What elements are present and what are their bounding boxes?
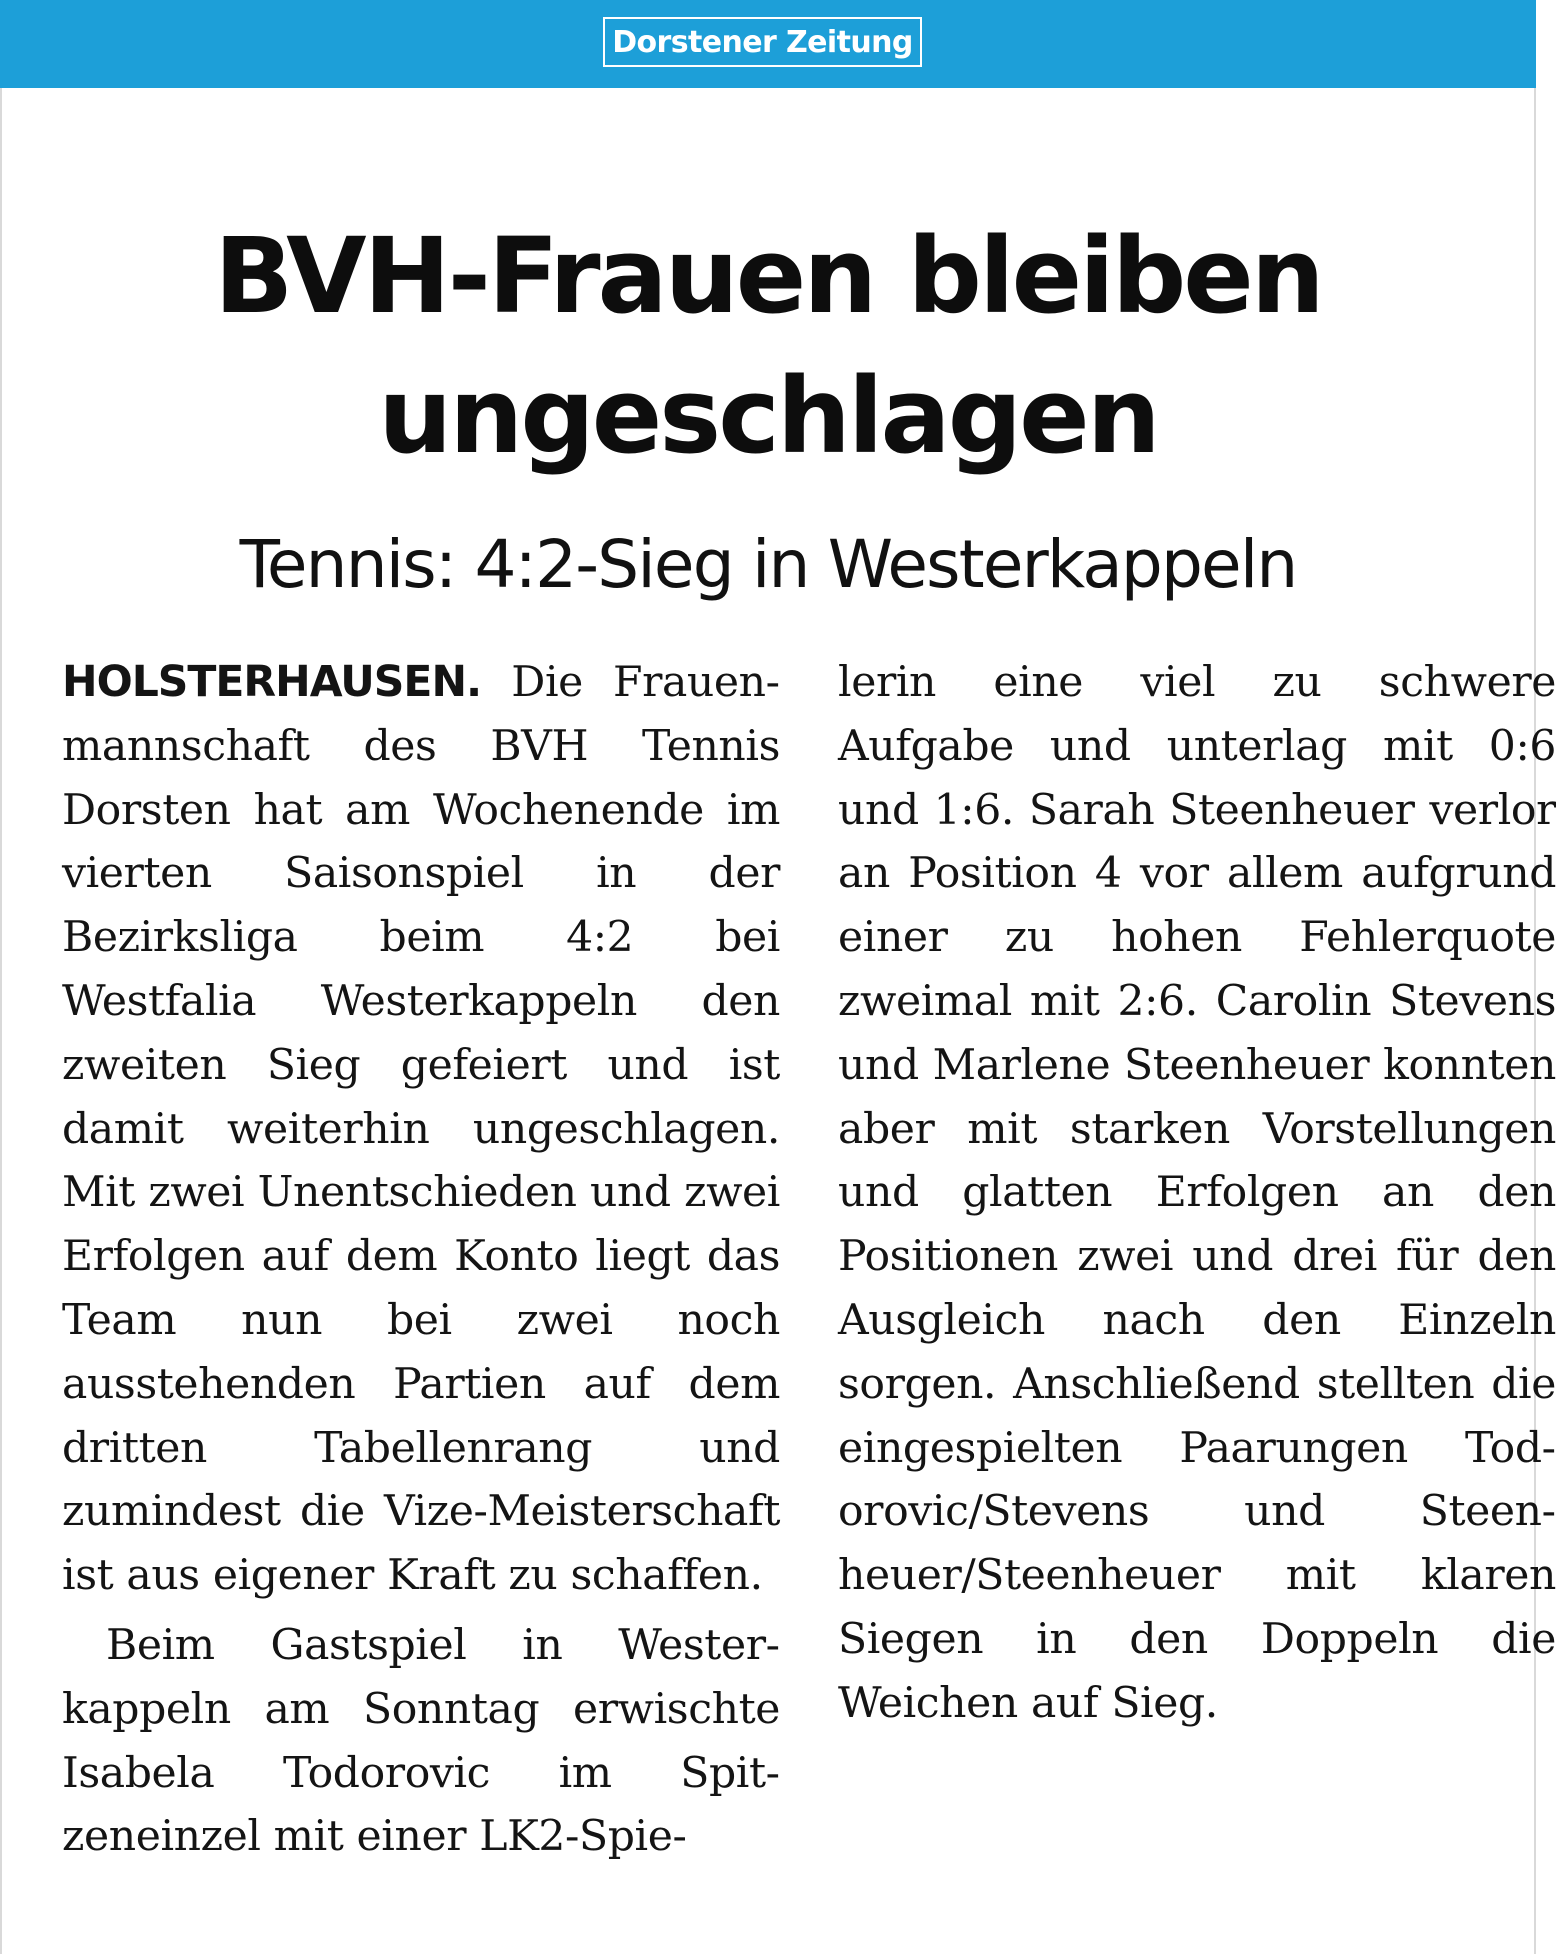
article-column-right <box>838 651 1556 1736</box>
headline-line-2: ungeschlagen <box>378 355 1158 477</box>
masthead-logo: Dorstener Zeitung <box>603 17 922 67</box>
article-headline <box>0 206 1536 486</box>
article-column-left <box>62 651 780 1869</box>
dateline: HOLSTERHAUSEN. <box>62 658 482 707</box>
headline-line-1: BVH-Frauen bleiben <box>214 215 1322 337</box>
masthead-bar <box>0 0 1536 88</box>
article-subheadline: Tennis: 4:2-Sieg in Westerkappeln <box>239 526 1297 603</box>
article-paragraph-2: lerin eine viel zu schwere Aufgabe und unterlag mit 0:6 und 1:6. Sarah Steenheuer verlor an Position 4 vor allem aufgrund einer zu hohen Fehlerquote zweimal mit 2:6. Carolin Stevens und Marlene Steenheuer konnten aber mit starken Vorstellungen und glatten Erfolgen an den Positionen zwei und drei für den Ausgleich nach den Einzeln sorgen. Anschließend stellten die eingespielten Paarungen Todorovic/Stevens und Steenheuer/Steenheuer mit klaren Siegen in den Doppeln die Weichen auf Sieg. <box>838 658 1556 1728</box>
article-paragraph-1 <box>62 651 780 1608</box>
paragraph-1-text: Die Frauenmannschaft des BVH Tennis Dorsten hat am Wochenende im vierten Saisonspiel in der Bezirksliga beim 4:2 bei Westfalia Westerkappeln den zweiten Sieg gefeiert und ist damit weiterhin ungeschlagen. Mit zwei Unentschieden und zwei Erfolgen auf dem Konto liegt das Team nun bei zwei noch ausstehenden Partien auf dem dritten Tabellenrang und zumindest die Vize-Meisterschaft ist aus eigener Kraft zu schaffen. <box>62 658 780 1601</box>
article-paragraph-2-start: Beim Gastspiel in Westerkappeln am Sonntag erwischte Isabela Todorovic im Spitzeneinzel mit einer LK2-Spie- <box>62 1620 780 1862</box>
